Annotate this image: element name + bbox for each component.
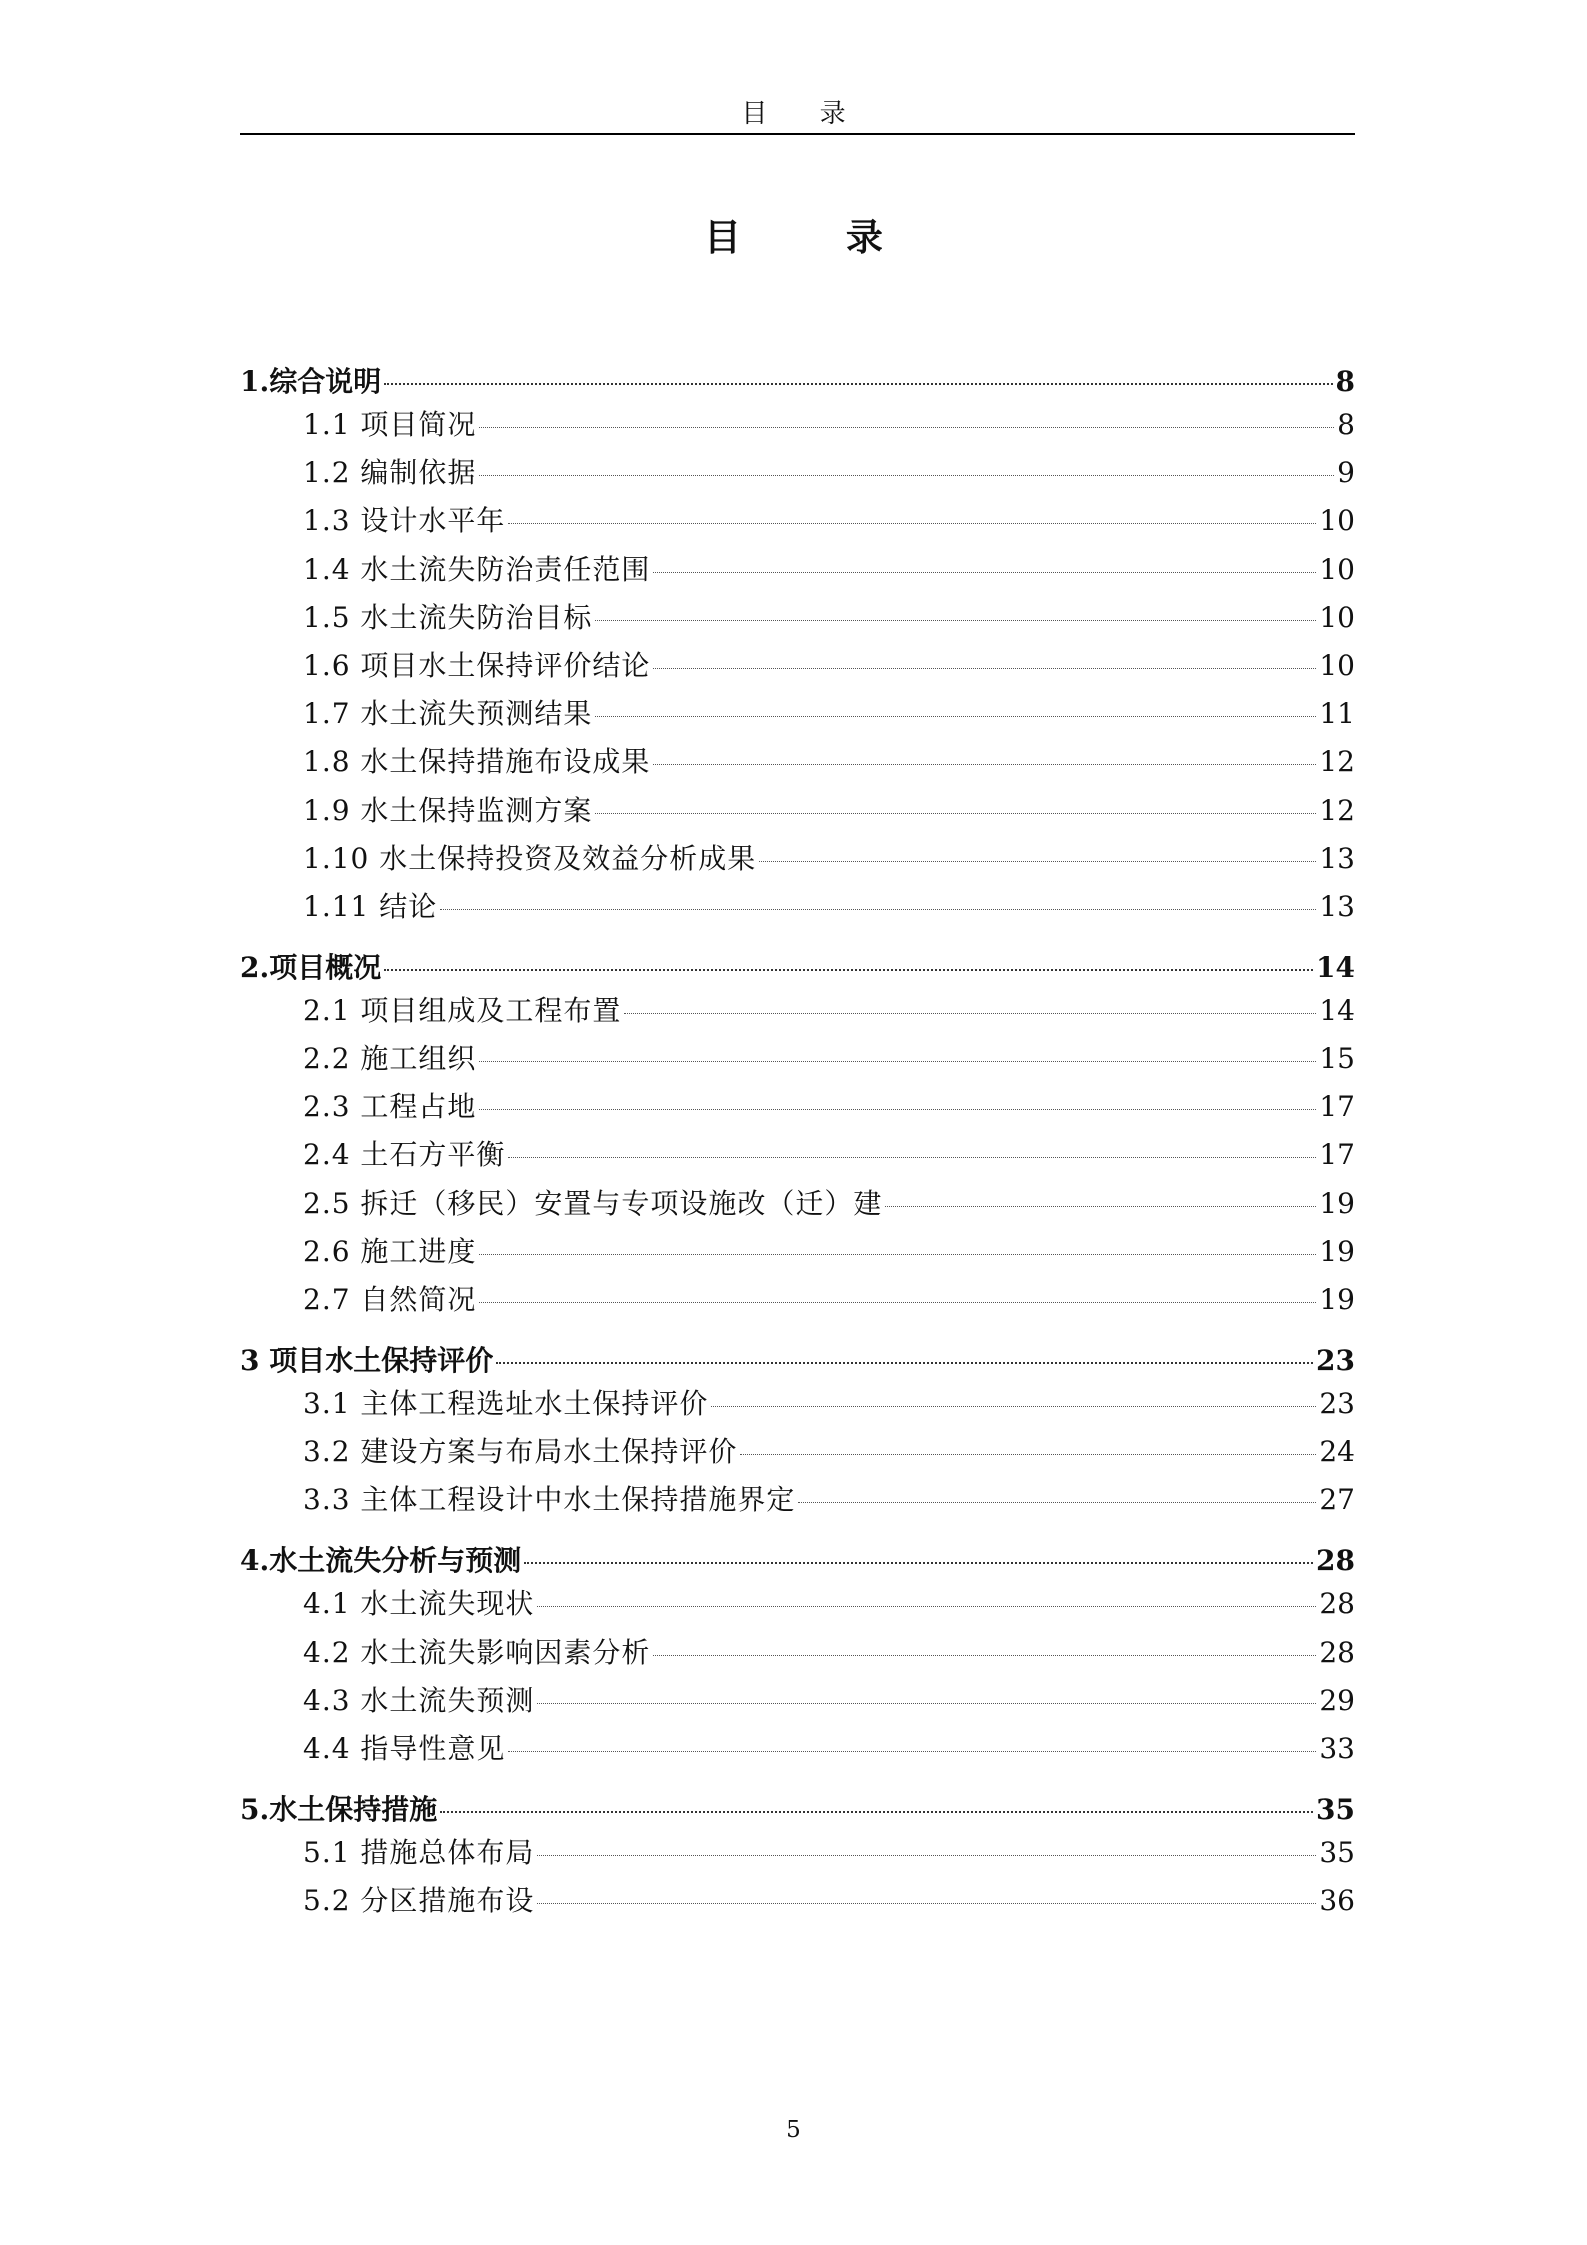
dot-leader bbox=[479, 1302, 1316, 1303]
toc-entry[interactable] bbox=[240, 887, 1355, 927]
toc-page-number: 19 bbox=[1319, 1283, 1355, 1316]
toc-label: 1.6 项目水土保持评价结论 bbox=[303, 648, 651, 682]
toc-entry[interactable] bbox=[240, 1432, 1355, 1472]
toc-entry[interactable] bbox=[240, 1039, 1355, 1079]
toc-page-number: 12 bbox=[1319, 745, 1355, 779]
toc-label: 1.9 水土保持监测方案 bbox=[303, 793, 593, 827]
toc-label: 2.6 施工进度 bbox=[303, 1234, 477, 1268]
toc-label: 2.项目概况 bbox=[240, 950, 382, 984]
toc-page-number: 23 bbox=[1316, 1344, 1355, 1377]
toc-label: 1.2 编制依据 bbox=[303, 456, 477, 490]
toc-page-number: 28 bbox=[1319, 1635, 1355, 1669]
toc-entry[interactable] bbox=[240, 1135, 1355, 1175]
dot-leader bbox=[711, 1406, 1316, 1407]
toc-page-number: 13 bbox=[1319, 889, 1355, 923]
dot-leader bbox=[759, 861, 1316, 862]
toc-entry[interactable] bbox=[240, 453, 1355, 493]
dot-leader bbox=[537, 1903, 1316, 1904]
toc-label: 1.10 水土保持投资及效益分析成果 bbox=[303, 841, 757, 875]
toc-chapter-3[interactable] bbox=[240, 1341, 1355, 1381]
toc-entry[interactable] bbox=[240, 991, 1355, 1031]
toc-label: 1.综合说明 bbox=[240, 365, 382, 398]
toc-page-number: 8 bbox=[1335, 365, 1355, 398]
toc-entry[interactable] bbox=[240, 550, 1355, 590]
dot-leader bbox=[885, 1206, 1316, 1207]
dot-leader bbox=[440, 1811, 1313, 1813]
dot-leader bbox=[653, 1655, 1316, 1656]
toc-entry[interactable] bbox=[240, 1833, 1355, 1873]
dot-leader bbox=[384, 969, 1313, 971]
toc-entry[interactable] bbox=[240, 598, 1355, 638]
toc-entry[interactable] bbox=[240, 1280, 1355, 1320]
dot-leader bbox=[440, 909, 1316, 910]
toc-entry[interactable] bbox=[240, 1087, 1355, 1127]
dot-leader bbox=[537, 1606, 1316, 1607]
dot-leader bbox=[524, 1562, 1313, 1564]
toc-page-number: 33 bbox=[1319, 1731, 1355, 1765]
dot-leader bbox=[624, 1013, 1316, 1014]
toc-page-number: 14 bbox=[1319, 993, 1355, 1027]
page-title: 目 录 bbox=[704, 215, 929, 259]
toc-label: 4.1 水土流失现状 bbox=[303, 1587, 535, 1621]
toc-label: 5.水土保持措施 bbox=[240, 1792, 438, 1826]
dot-leader bbox=[508, 523, 1316, 524]
toc-label: 3.3 主体工程设计中水土保持措施界定 bbox=[303, 1483, 796, 1517]
toc-label: 1.3 设计水平年 bbox=[303, 504, 506, 538]
toc-page-number: 28 bbox=[1319, 1587, 1355, 1621]
toc-entry[interactable] bbox=[240, 646, 1355, 686]
toc-entry[interactable] bbox=[240, 1633, 1355, 1673]
dot-leader bbox=[537, 1703, 1316, 1704]
toc-label: 4.4 指导性意见 bbox=[303, 1731, 506, 1765]
dot-leader bbox=[479, 1061, 1316, 1062]
toc-label: 2.2 施工组织 bbox=[303, 1042, 477, 1076]
toc-page-number: 10 bbox=[1319, 504, 1355, 538]
toc-label: 1.11 结论 bbox=[303, 889, 438, 923]
toc-page-number: 10 bbox=[1319, 648, 1355, 682]
toc-page-number: 11 bbox=[1319, 697, 1355, 731]
toc-page-number: 19 bbox=[1319, 1234, 1355, 1268]
toc-label: 3.2 建设方案与布局水土保持评价 bbox=[303, 1435, 738, 1469]
toc-page-number: 29 bbox=[1319, 1683, 1355, 1717]
toc-entry[interactable] bbox=[240, 839, 1355, 879]
dot-leader bbox=[479, 475, 1334, 476]
toc-page-number: 10 bbox=[1319, 552, 1355, 586]
toc-label: 5.2 分区措施布设 bbox=[303, 1884, 535, 1918]
toc-page-number: 13 bbox=[1319, 841, 1355, 875]
dot-leader bbox=[537, 1855, 1316, 1856]
dot-leader bbox=[653, 668, 1316, 669]
toc-entry[interactable] bbox=[240, 1184, 1355, 1224]
toc-page-number: 15 bbox=[1319, 1042, 1355, 1076]
toc-label: 1.5 水土流失防治目标 bbox=[303, 600, 593, 634]
toc-chapter-5[interactable] bbox=[240, 1790, 1355, 1830]
toc-entry[interactable] bbox=[240, 1681, 1355, 1721]
dot-leader bbox=[496, 1362, 1313, 1364]
toc-page-number: 17 bbox=[1319, 1090, 1355, 1124]
toc-page-number: 24 bbox=[1319, 1435, 1355, 1469]
dot-leader bbox=[653, 764, 1316, 765]
dot-leader bbox=[384, 383, 1332, 385]
dot-leader bbox=[508, 1157, 1316, 1158]
toc-page-number: 35 bbox=[1316, 1792, 1355, 1826]
toc-chapter-4[interactable] bbox=[240, 1541, 1355, 1581]
toc-page-number: 10 bbox=[1319, 600, 1355, 634]
toc-label: 2.7 自然简况 bbox=[303, 1283, 477, 1316]
toc-page-number: 17 bbox=[1319, 1138, 1355, 1172]
toc-label: 4.水土流失分析与预测 bbox=[240, 1544, 522, 1578]
toc-label: 2.1 项目组成及工程布置 bbox=[303, 993, 622, 1027]
dot-leader bbox=[595, 620, 1316, 621]
toc-entry[interactable] bbox=[240, 1881, 1355, 1921]
toc-page-number: 27 bbox=[1319, 1483, 1355, 1517]
dot-leader bbox=[653, 572, 1316, 573]
toc-page-number: 8 bbox=[1337, 408, 1355, 441]
dot-leader bbox=[740, 1454, 1316, 1455]
dot-leader bbox=[508, 1751, 1316, 1752]
toc-label: 1.4 水土流失防治责任范围 bbox=[303, 552, 651, 586]
toc-page-number: 23 bbox=[1319, 1387, 1355, 1420]
dot-leader bbox=[595, 813, 1316, 814]
toc-entry[interactable] bbox=[240, 694, 1355, 734]
toc-label: 1.1 项目简况 bbox=[303, 408, 477, 441]
toc-entry[interactable] bbox=[240, 405, 1355, 445]
toc-chapter-1[interactable] bbox=[240, 362, 1355, 402]
toc-page-number: 12 bbox=[1319, 793, 1355, 827]
toc-label: 3.1 主体工程选址水土保持评价 bbox=[303, 1387, 709, 1420]
toc-entry[interactable] bbox=[240, 791, 1355, 831]
toc-page-number: 36 bbox=[1319, 1884, 1355, 1918]
toc-label: 2.5 拆迁（移民）安置与专项设施改（迁）建 bbox=[303, 1186, 883, 1220]
dot-leader bbox=[479, 1109, 1316, 1110]
toc-entry[interactable] bbox=[240, 1729, 1355, 1769]
toc-label: 4.3 水土流失预测 bbox=[303, 1683, 535, 1717]
toc-label: 2.4 土石方平衡 bbox=[303, 1138, 506, 1172]
toc-entry[interactable] bbox=[240, 1584, 1355, 1624]
dot-leader bbox=[479, 427, 1334, 428]
table-of-contents bbox=[240, 362, 1355, 1929]
toc-label: 1.7 水土流失预测结果 bbox=[303, 697, 593, 731]
toc-label: 4.2 水土流失影响因素分析 bbox=[303, 1635, 651, 1669]
running-header: 目 录 bbox=[741, 99, 868, 129]
toc-entry[interactable] bbox=[240, 1232, 1355, 1272]
dot-leader bbox=[479, 1254, 1316, 1255]
toc-page-number: 28 bbox=[1316, 1544, 1355, 1578]
dot-leader bbox=[798, 1502, 1316, 1503]
toc-label: 1.8 水土保持措施布设成果 bbox=[303, 745, 651, 779]
toc-chapter-2[interactable] bbox=[240, 948, 1355, 988]
toc-entry[interactable] bbox=[240, 742, 1355, 782]
page-number: 5 bbox=[786, 2117, 801, 2143]
toc-label: 2.3 工程占地 bbox=[303, 1090, 477, 1124]
toc-entry[interactable] bbox=[240, 501, 1355, 541]
dot-leader bbox=[595, 716, 1316, 717]
toc-label: 3 项目水土保持评价 bbox=[240, 1344, 494, 1377]
toc-entry[interactable] bbox=[240, 1384, 1355, 1424]
toc-page-number: 14 bbox=[1316, 950, 1355, 984]
toc-page-number: 35 bbox=[1319, 1835, 1355, 1869]
toc-label: 5.1 措施总体布局 bbox=[303, 1835, 535, 1869]
toc-entry[interactable] bbox=[240, 1480, 1355, 1520]
toc-page-number: 9 bbox=[1337, 456, 1355, 490]
toc-page-number: 19 bbox=[1319, 1186, 1355, 1220]
header-rule bbox=[240, 133, 1355, 135]
